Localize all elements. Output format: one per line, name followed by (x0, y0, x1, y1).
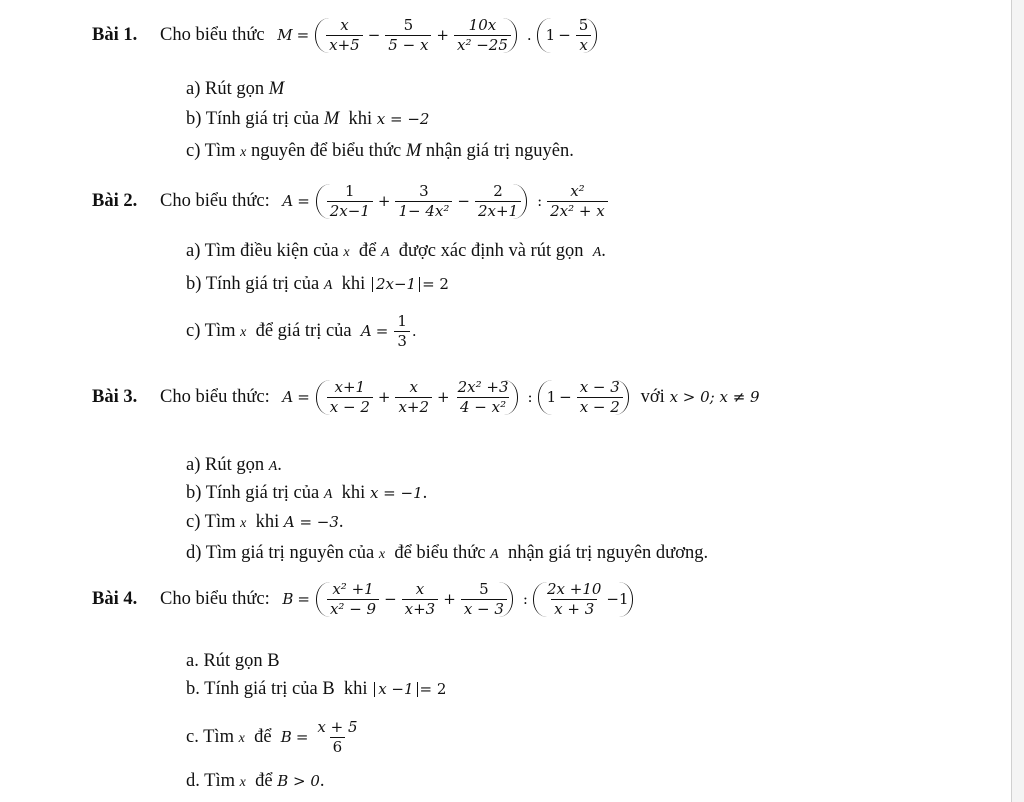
bai3-frac-3: $\frac{\text{2x² +3}}{\text{4 − x²}}$ (457, 378, 509, 416)
bai4-header (92, 582, 640, 617)
bai1-intro: Cho biểu thức (160, 24, 265, 45)
bai3-item-d: d) Tìm giá trị nguyên của x để biểu thức A nhận giá trị nguyên dương. (186, 543, 709, 563)
bai4-intro: Cho biểu thức: (160, 588, 270, 609)
bai4-frac-4: $\frac{2x +10}{x + 3}$ (546, 580, 602, 618)
bai2-intro: Cho biểu thức: (160, 190, 270, 211)
bai1-frac-4: $\frac{5}{x}$ (576, 18, 592, 53)
bai3-frac-1: $\frac{x+1}{x - 2}$ (327, 380, 373, 415)
bai4-label: Bài 4. (92, 588, 138, 609)
bai1-lhs: M (277, 26, 293, 44)
bai2-frac-3: $\frac{2}{2x+1}$ (475, 184, 521, 219)
bai1-eq: = (296, 26, 310, 44)
bai2-frac-2: $\frac{3}{\text{1− 4x²}}$ (395, 184, 452, 219)
bai2-item-a: a) Tìm điều kiện của x để A được xác định và rút gọn A. (186, 241, 606, 261)
bai3-frac-4: $\frac{x - 3}{x - 2}$ (577, 380, 623, 415)
bai4-frac-1: $\frac{\text{x² +1}}{\text{x² − 9}}$ (327, 582, 379, 617)
bai2-frac-4: $\frac{\text{x²}}{\text{2x² + x}}$ (547, 184, 608, 219)
bai4-expression: B = $\frac{\text{x² +1}}{\text{x² − 9}}$ − $\frac{x}{x+3}$ + $\frac{5}{x - 3}$ : $\frac{2x +10}{x + 3}$ −1 (282, 582, 639, 617)
bai1-label: Bài 1. (92, 24, 138, 45)
bai3-intro: Cho biểu thức: (160, 386, 270, 407)
bai1-paren-group-2: 1 − $\frac{5}{x}$ (537, 18, 603, 53)
bai2-item-c: c) Tìm x để giá trị của A = $\frac{1}{3}$ . (186, 312, 417, 350)
bai2-frac-1: $\frac{1}{2x-1}$ (327, 184, 373, 219)
bai3-expression: A = $\frac{x+1}{x - 2}$ + $\frac{x}{x+2}$ + $\frac{\text{2x² +3}}{\text{4 − x²}}$ : 1 − $\frac{x - 3}{x - 2}$ với x > 0; x ≠ 9 (282, 378, 760, 416)
bai4-item-a: a. Rút gọn B (186, 651, 280, 671)
bai4-item-d: d. Tìm x để B > 0. (186, 771, 325, 791)
bai1-expression: M = $\frac{x}{x+5}$ − $\frac{5}{5 - x}$ + $\frac{10x}{\text{x² −25}}$ . 1 − $\frac{5}{x}$ (277, 18, 604, 53)
bai1-item-c: c) Tìm x nguyên để biểu thức M nhận giá trị nguyên. (186, 141, 574, 161)
bai3-item-c: c) Tìm x khi A = −3. (186, 512, 344, 532)
bai2-label: Bài 2. (92, 190, 138, 211)
bai1-paren-group-1: $\frac{x}{x+5}$ − $\frac{5}{5 - x}$ + $\frac{10x}{\text{x² −25}}$ (315, 18, 522, 53)
bai4-item-b: b. Tính giá trị của B khi x −1 = 2 (186, 679, 447, 699)
bai1-header (92, 18, 604, 53)
bai4-frac-2: $\frac{x}{x+3}$ (402, 582, 439, 617)
bai1-frac-1: $\frac{x}{x+5}$ (326, 18, 363, 53)
bai4-item-c: c. Tìm x để B = $\frac{x + 5}{6}$ (186, 718, 358, 756)
bai3-item-b: b) Tính giá trị của A khi x = −1. (186, 483, 428, 503)
bai1-item-b: b) Tính giá trị của M khi x = −2 (186, 109, 430, 129)
bai4-frac-3: $\frac{5}{x - 3}$ (461, 582, 507, 617)
bai2-item-b: b) Tính giá trị của A khi 2x−1 = 2 (186, 274, 449, 294)
bai3-header (92, 380, 760, 415)
bai2-header (92, 184, 610, 219)
bai2-expression: A = $\frac{1}{2x-1}$ + $\frac{3}{\text{1− 4x²}}$ − $\frac{2}{2x+1}$ : $\frac{\text{x²}}{\text{2x² + x}}$ (282, 184, 609, 219)
page-edge-scrollbar[interactable] (1011, 0, 1024, 802)
bai3-label: Bài 3. (92, 386, 138, 407)
bai3-frac-2: $\frac{x}{x+2}$ (395, 380, 432, 415)
bai1-frac-2: $\frac{5}{5 - x}$ (385, 18, 431, 53)
bai3-item-a: a) Rút gọn A. (186, 455, 282, 475)
bai1-item-a: a) Rút gọn M (186, 79, 285, 99)
bai1-frac-3: $\frac{10x}{\text{x² −25}}$ (454, 18, 511, 53)
